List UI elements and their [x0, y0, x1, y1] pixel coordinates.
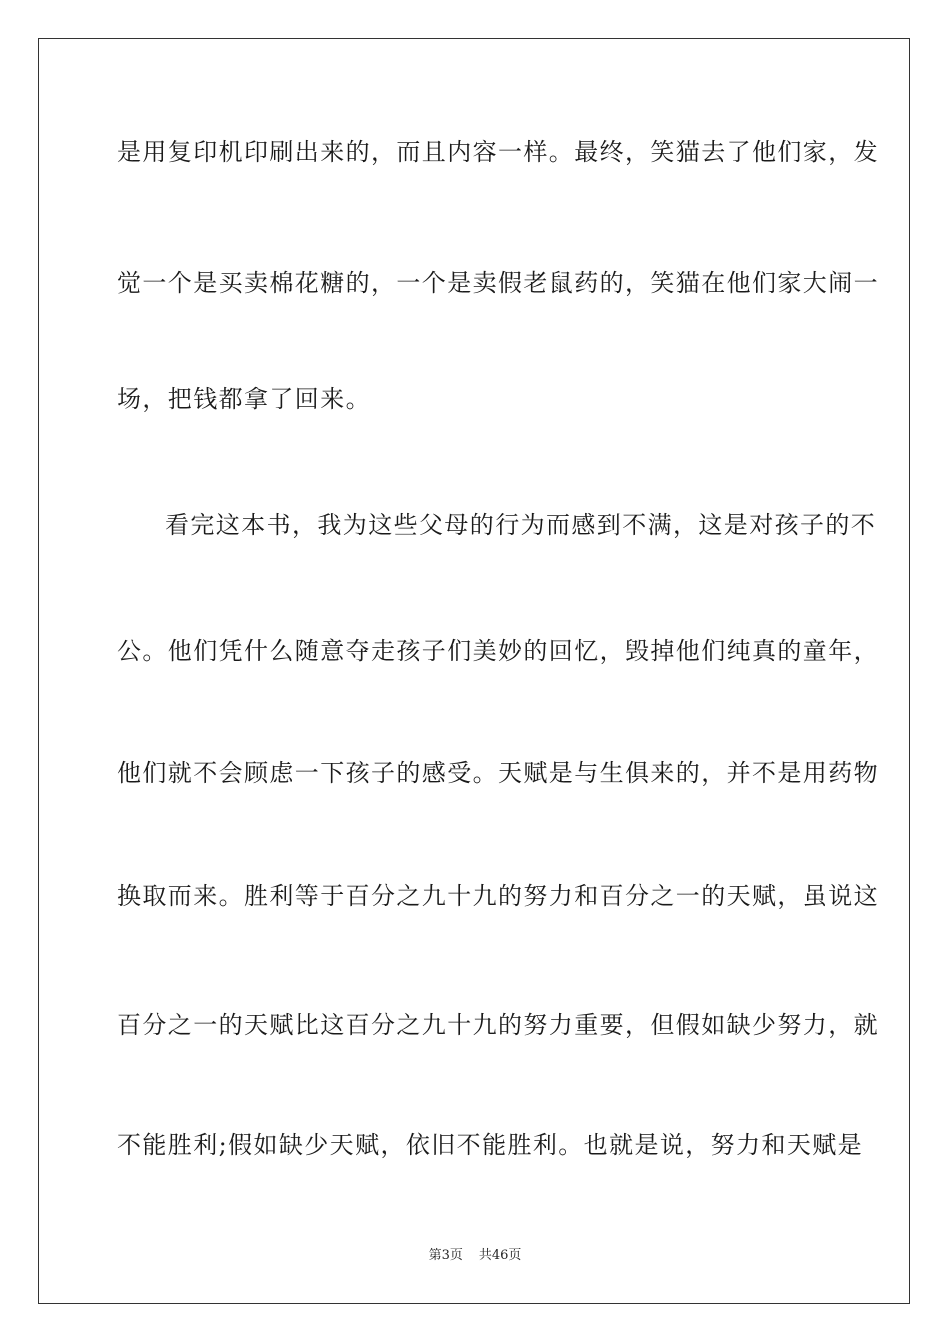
text-line: 换取而来。胜利等于百分之九十九的努力和百分之一的天赋，虽说这	[117, 882, 879, 910]
page-total: 共46页	[478, 1248, 522, 1263]
text-line: 觉一个是买卖棉花糖的，一个是卖假老鼠药的，笑猫在他们家大闹一	[117, 269, 879, 297]
text-line: 不能胜利;假如缺少天赋，依旧不能胜利。也就是说，努力和天赋是	[117, 1131, 864, 1159]
page-footer	[0, 1247, 950, 1265]
text-line: 百分之一的天赋比这百分之九十九的努力重要，但假如缺少努力，就	[117, 1011, 879, 1039]
text-line: 他们就不会顾虑一下孩子的感受。天赋是与生俱来的，并不是用药物	[117, 759, 879, 787]
page-number: 第3页	[428, 1248, 463, 1263]
text-line: 公。他们凭什么随意夺走孩子们美妙的回忆，毁掉他们纯真的童年，	[117, 637, 879, 665]
paragraph-first-line: 看完这本书，我为这些父母的行为而感到不满，这是对孩子的不	[165, 511, 877, 539]
page-border	[38, 38, 910, 1304]
text-line: 是用复印机印刷出来的，而且内容一样。最终，笑猫去了他们家，发	[117, 138, 879, 166]
text-line: 场，把钱都拿了回来。	[117, 385, 371, 413]
